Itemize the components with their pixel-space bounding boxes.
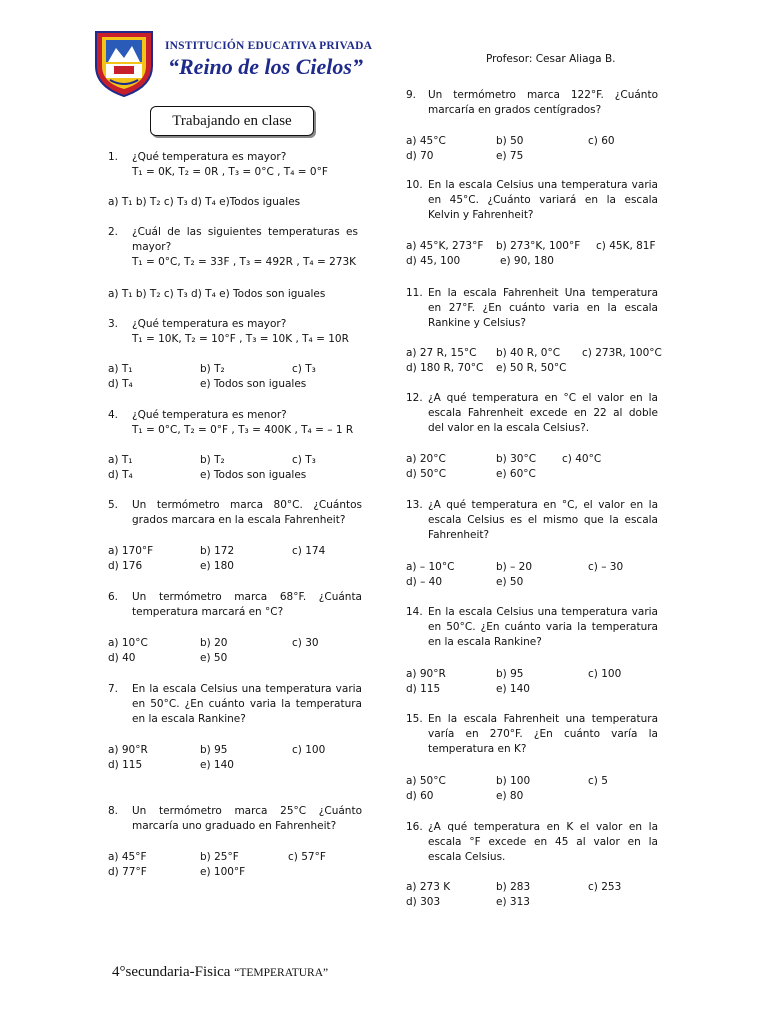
question-number: 2. [108, 226, 119, 238]
option-c: c) 57°F [288, 851, 326, 863]
question-text: En la escala Celsius una temperatura varia en 50°C. ¿En cuánto varia la temperatura en la escala Rankine? [132, 683, 362, 725]
question-text: Un termómetro marca 122°F. ¿Cuánto marcaría en grados centígrados? [428, 89, 658, 116]
option-e: e) 90, 180 [500, 255, 554, 267]
option-c: c) 253 [588, 881, 622, 893]
option-b: b) 40 R, 0°C [496, 347, 561, 359]
option-d: d) 115 [108, 759, 143, 771]
option-c: c) 100 [588, 668, 622, 680]
option-d: d) 60 [406, 790, 434, 802]
footer-grade: 4°secundaria-Fisica [112, 964, 235, 980]
option-c: c) 100 [292, 744, 326, 756]
option-d: d) 180 R, 70°C [406, 362, 484, 374]
option-a: a) 273 K [406, 881, 451, 893]
question-16 [406, 820, 658, 865]
options-4 [108, 453, 368, 483]
section-title: Trabajando en clase [150, 106, 314, 136]
options-3 [108, 362, 368, 392]
options-6 [108, 636, 368, 666]
option-c: c) T₃ [292, 454, 316, 466]
option-c: c) 60 [588, 135, 615, 147]
option-b: b) 273°K, 100°F [496, 240, 581, 252]
option-b: b) 95 [200, 744, 228, 756]
option-e: e) 50 R, 50°C [496, 362, 567, 374]
option-b: b) 30°C [496, 453, 537, 465]
school-motto: “Reino de los Cielos” [168, 54, 363, 79]
options-5 [108, 544, 368, 574]
option-e: e) 313 [496, 896, 530, 908]
question-number: 13. [406, 499, 423, 511]
question-text: ¿Qué temperatura es mayor? [132, 318, 287, 330]
option-a: a) 170°F [108, 545, 154, 557]
option-e: e) 60°C [496, 468, 536, 480]
option-e: e) 140 [496, 683, 530, 695]
question-number: 3. [108, 318, 119, 330]
options-14 [406, 667, 668, 697]
option-b: b) T₂ [200, 454, 225, 466]
question-text: ¿A qué temperatura en °C, el valor en la escala Celsius es el mismo que la escala Fahrenheit? [428, 499, 658, 541]
question-12 [406, 391, 658, 436]
option-e: e) 100°F [200, 866, 246, 878]
option-c: c) 40°C [562, 453, 602, 465]
option-b: b) 100 [496, 775, 531, 787]
option-b: b) 283 [496, 881, 531, 893]
footer-topic: “TEMPERATURA” [234, 967, 329, 979]
question-7 [108, 682, 362, 727]
option-c: c) T₃ [292, 363, 316, 375]
question-number: 10. [406, 179, 423, 191]
page-footer [112, 964, 328, 981]
option-b: b) 95 [496, 668, 524, 680]
question-number: 5. [108, 499, 119, 511]
question-text: ¿A qué temperatura en °C el valor en la escala Fahrenheit excede en 22 al doble del valor en la escala Celsius?. [428, 392, 658, 434]
question-text: Un termómetro marca 68°F. ¿Cuánta temperatura marcará en °C? [132, 591, 362, 618]
question-number: 1. [108, 151, 119, 163]
options-11 [406, 346, 668, 376]
school-crest-icon [92, 28, 156, 98]
question-11 [406, 286, 658, 331]
options-12 [406, 452, 668, 482]
option-d: d) 115 [406, 683, 441, 695]
option-e: e) 180 [200, 560, 234, 572]
question-13 [406, 498, 658, 543]
option-b: b) 172 [200, 545, 235, 557]
question-data: T₁ = 10K, T₂ = 10°F , T₃ = 10K , T₄ = 10R [132, 333, 349, 345]
options-10 [406, 239, 668, 269]
option-c: c) 5 [588, 775, 608, 787]
option-d: d) 45, 100 [406, 255, 461, 267]
question-text: ¿Qué temperatura es mayor? [132, 151, 287, 163]
options-16 [406, 880, 668, 910]
question-text: ¿A qué temperatura en K el valor en la escala °F excede en 45 al valor en la escala Celsius. [428, 821, 658, 863]
option-a: a) 45°F [108, 851, 147, 863]
question-number: 16. [406, 821, 423, 833]
options-13 [406, 560, 668, 590]
question-text: Un termómetro marca 25°C ¿Cuánto marcaría uno graduado en Fahrenheit? [132, 805, 362, 832]
question-6 [108, 590, 362, 620]
option-e: e) 140 [200, 759, 234, 771]
question-data: T₁ = 0K, T₂ = 0R , T₃ = 0°C , T₄ = 0°F [132, 166, 328, 178]
option-c: c) 30 [292, 637, 319, 649]
option-c: c) – 30 [588, 561, 624, 573]
option-b: b) 25°F [200, 851, 239, 863]
option-e: e) 50 [496, 576, 524, 588]
option-a: a) 10°C [108, 637, 148, 649]
options-8 [108, 850, 368, 880]
question-14 [406, 605, 658, 650]
question-number: 9. [406, 89, 417, 101]
options-9 [406, 134, 666, 164]
question-number: 6. [108, 591, 119, 603]
option-d: d) 77°F [108, 866, 147, 878]
question-2 [108, 225, 358, 270]
option-a: a) 90°R [406, 668, 446, 680]
question-10 [406, 178, 658, 223]
question-data: T₁ = 0°C, T₂ = 33F , T₃ = 492R , T₄ = 273K [132, 256, 357, 268]
question-number: 8. [108, 805, 119, 817]
option-a: a) 20°C [406, 453, 446, 465]
option-a: a) T₁ [108, 454, 133, 466]
question-text: ¿Cuál de las siguientes temperaturas es mayor? [132, 226, 358, 253]
question-number: 4. [108, 409, 119, 421]
option-e: e) Todos son iguales [200, 469, 307, 481]
option-row: a) T₁ b) T₂ c) T₃ d) T₄ e)Todos iguales [108, 196, 301, 208]
option-c: c) 174 [292, 545, 326, 557]
option-d: d) 40 [108, 652, 136, 664]
option-d: d) 70 [406, 150, 434, 162]
question-number: 7. [108, 683, 119, 695]
option-a: a) 90°R [108, 744, 148, 756]
option-d: d) – 40 [406, 576, 443, 588]
option-e: e) 80 [496, 790, 524, 802]
question-text: ¿Qué temperatura es menor? [132, 409, 287, 421]
question-text: Un termómetro marca 80°C. ¿Cuántos grados marcara en la escala Fahrenheit? [132, 499, 362, 526]
question-5 [108, 498, 362, 528]
option-d: d) 50°C [406, 468, 447, 480]
option-b: b) 20 [200, 637, 228, 649]
question-number: 11. [406, 287, 423, 299]
options-7 [108, 743, 368, 773]
option-a: a) 45°K, 273°F [406, 240, 484, 252]
option-d: d) 176 [108, 560, 143, 572]
question-text: En la escala Fahrenheit Una temperatura en 27°F. ¿En cuánto varia en la escala Rankine y Celsius? [428, 287, 658, 329]
option-e: e) 75 [496, 150, 524, 162]
option-a: a) – 10°C [406, 561, 455, 573]
option-a: a) 45°C [406, 135, 446, 147]
question-text: En la escala Celsius una temperatura varia en 45°C. ¿Cuánto variará en la escala Kelvin y Fahrenheit? [428, 179, 658, 221]
option-e: e) Todos son iguales [200, 378, 307, 390]
question-15 [406, 712, 658, 757]
option-b: b) T₂ [200, 363, 225, 375]
question-number: 12. [406, 392, 423, 404]
option-b: b) 50 [496, 135, 524, 147]
option-c: c) 45K, 81F [596, 240, 656, 252]
question-number: 15. [406, 713, 423, 725]
institution-name: INSTITUCIÓN EDUCATIVA PRIVADA [165, 40, 373, 52]
option-row: a) T₁ b) T₂ c) T₃ d) T₄ e) Todos son iguales [108, 288, 326, 300]
option-e: e) 50 [200, 652, 228, 664]
question-4 [108, 408, 358, 438]
option-d: d) T₄ [108, 378, 133, 390]
question-1 [108, 150, 358, 180]
question-text: En la escala Fahrenheit una temperatura varía en 270°F. ¿En cuánto varía la temperatura en K? [428, 713, 658, 755]
question-data: T₁ = 0°C, T₂ = 0°F , T₃ = 400K , T₄ = – 1 R [132, 424, 354, 436]
question-number: 14. [406, 606, 423, 618]
option-c: c) 273R, 100°C [582, 347, 662, 359]
question-3 [108, 317, 358, 347]
options-15 [406, 774, 668, 804]
question-text: En la escala Celsius una temperatura varia en 50°C. ¿En cuánto varia la temperatura en la escala Rankine? [428, 606, 658, 648]
option-d: d) T₄ [108, 469, 133, 481]
teacher-name: Profesor: Cesar Aliaga B. [486, 53, 616, 65]
option-b: b) – 20 [496, 561, 533, 573]
option-a: a) 50°C [406, 775, 446, 787]
question-9 [406, 88, 658, 118]
option-a: a) 27 R, 15°C [406, 347, 477, 359]
option-a: a) T₁ [108, 363, 133, 375]
option-d: d) 303 [406, 896, 441, 908]
question-8 [108, 804, 362, 834]
